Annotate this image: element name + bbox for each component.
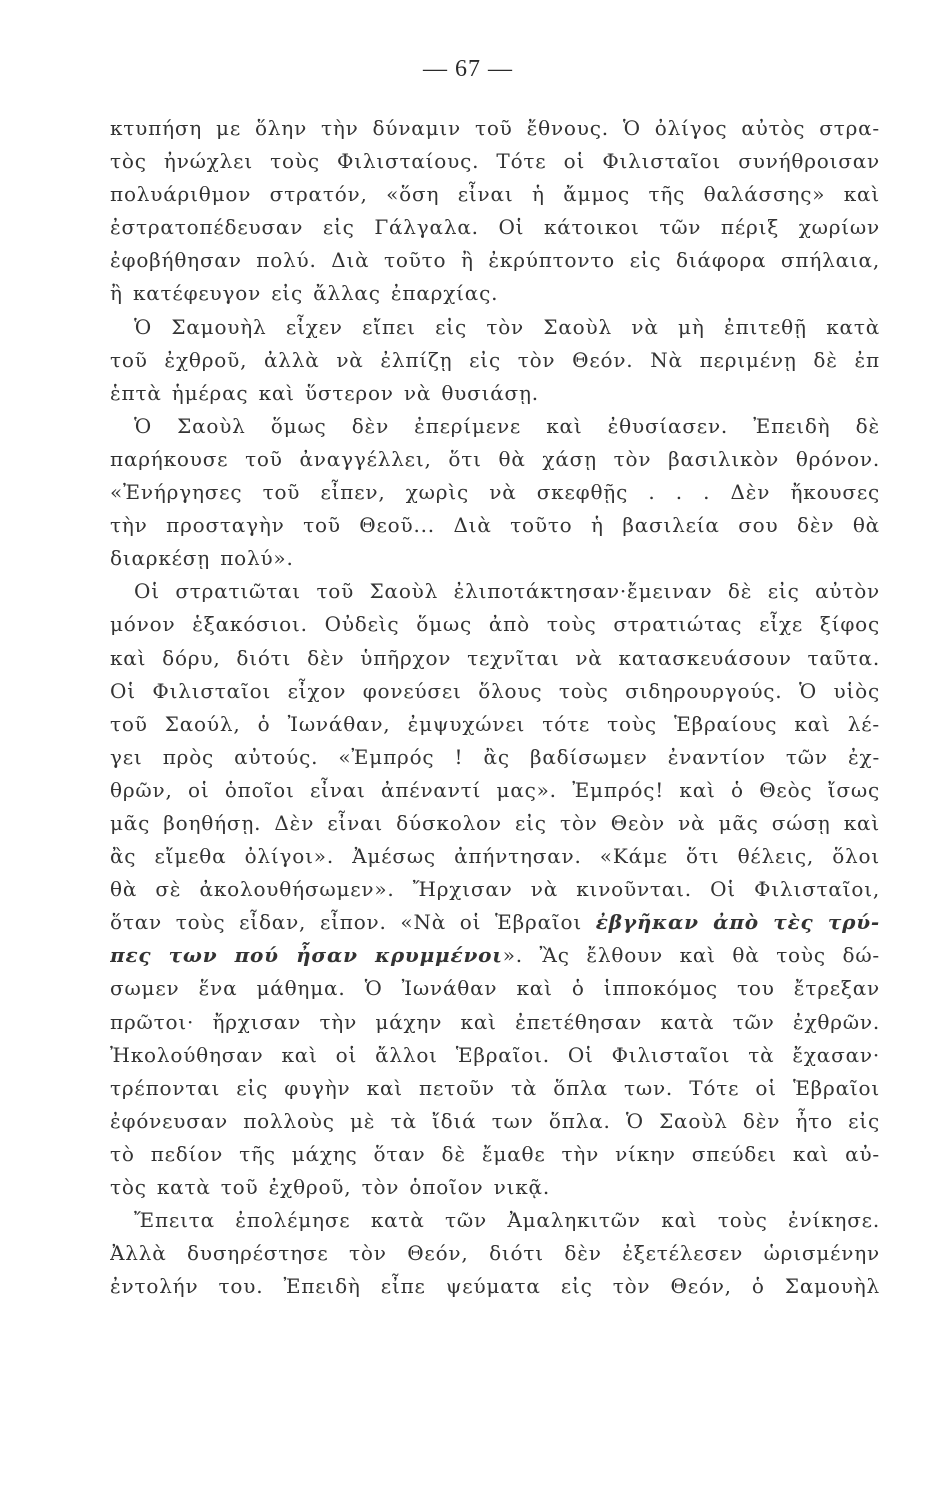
line-text: καὶ δόρυ, διότι δὲν ὑπῆρχον τεχνῖται νὰ κατασκευάσουν ταῦτα. (110, 645, 880, 670)
line-text: Ὁ Σαμουὴλ εἶχεν εἴπει εἰς τὸν Σαοὺλ νὰ μὴ ἐπιτεθῇ κατὰ (134, 314, 880, 339)
text-line (110, 575, 880, 608)
line-text: θὰ σὲ ἀκολουθήσωμεν». Ἤρχισαν νὰ κινοῦνται. Οἱ Φιλισταῖοι, (110, 877, 880, 902)
text-line (110, 741, 880, 774)
line-text: τὴν προσταγὴν τοῦ Θεοῦ... Διὰ τοῦτο ἡ βασιλεία σου δὲν θὰ (110, 513, 880, 538)
text-line (110, 244, 880, 277)
line-text: ». Ἂς ἔλθουν καὶ θὰ τοὺς δώ- (502, 943, 880, 968)
line-text: Οἱ στρατιῶται τοῦ Σαοὺλ ἐλιποτάκτησαν·ἔμειναν δὲ εἰς αὐτὸν (134, 579, 880, 604)
line-text: τοῦ Σαούλ, ὁ Ἰωνάθαν, ἐμψυχώνει τότε τοὺς Ἑβραίους καὶ λέ- (110, 711, 880, 736)
emphasized-text: πες των πού ἦσαν κρυμμένοι (110, 943, 503, 968)
text-line (110, 1006, 880, 1039)
line-text: μᾶς βοηθήσῃ. Δὲν εἶναι δύσκολον εἰς τὸν Θεὸν νὰ μᾶς σώσῃ καὶ (110, 810, 880, 835)
text-line (110, 906, 880, 939)
line-text: τὸς ἠνώχλει τοὺς Φιλισταίους. Τότε οἱ Φιλισταῖοι συνήθροισαν (110, 149, 880, 174)
line-text: πρῶτοι· ἤρχισαν τὴν μάχην καὶ ἐπετέθησαν κατὰ τῶν ἐχθρῶν. (110, 1009, 880, 1034)
text-line (110, 542, 880, 575)
line-text: τὸς κατὰ τοῦ ἐχθροῦ, τὸν ὁποῖον νικᾷ. (110, 1175, 550, 1199)
text-line (110, 112, 880, 145)
line-text: ἐφόνευσαν πολλοὺς μὲ τὰ ἴδιά των ὅπλα. Ὁ Σαοὺλ δὲν ἦτο εἰς (110, 1108, 880, 1133)
text-line (110, 377, 880, 410)
text-line (110, 774, 880, 807)
line-text: Ἔπειτα ἐπολέμησε κατὰ τῶν Ἀμαληκιτῶν καὶ τοὺς ἐνίκησε. (134, 1208, 880, 1233)
text-line (110, 145, 880, 178)
line-text: τὸ πεδίον τῆς μάχης ὅταν δὲ ἔμαθε τὴν νίκην σπεύδει καὶ αὐ- (110, 1141, 880, 1166)
text-line (110, 1138, 880, 1171)
text-line (110, 642, 880, 675)
line-text: Ἠκολούθησαν καὶ οἱ ἄλλοι Ἑβραῖοι. Οἱ Φιλισταῖοι τὰ ἔχασαν· (110, 1042, 880, 1067)
text-line (110, 410, 880, 443)
line-text: Ὁ Σαοὺλ ὅμως δὲν ἐπερίμενε καὶ ἐθυσίασεν. Ἐπειδὴ δὲ (134, 413, 880, 438)
text-line (110, 178, 880, 211)
line-text: θρῶν, οἱ ὁποῖοι εἶναι ἀπέναντί μας». Ἐμπρός! καὶ ὁ Θεὸς ἴσως (110, 777, 880, 802)
line-text: «Ἐνήργησες τοῦ εἶπεν, χωρὶς νὰ σκεφθῇς . . . Δὲν ἤκουσες (110, 480, 880, 505)
emphasized-text: ἐβγῆκαν ἀπὸ τὲς τρύ- (595, 910, 880, 935)
line-text: πολυάριθμον στρατόν, «ὅση εἶναι ἡ ἄμμος τῆς θαλάσσης» καὶ (110, 182, 880, 207)
line-text: ἢ κατέφευγον εἰς ἄλλας ἐπαρχίας. (110, 281, 499, 306)
line-text: ἑπτὰ ἡμέρας καὶ ὕστερον νὰ θυσιάσῃ. (110, 380, 539, 405)
line-text: γει πρὸς αὐτούς. «Ἐμπρός ! ἂς βαδίσωμεν ἐναντίον τῶν ἐχ- (110, 744, 880, 769)
text-line (110, 1270, 880, 1303)
body-text (110, 112, 880, 1303)
text-line (110, 277, 880, 310)
text-line (110, 972, 880, 1005)
line-text: Οἱ Φιλισταῖοι εἶχον φονεύσει ὅλους τοὺς σιδηρουργούς. Ὁ υἱὸς (110, 678, 880, 703)
line-text: τρέπονται εἰς φυγὴν καὶ πετοῦν τὰ ὅπλα των. Τότε οἱ Ἑβραῖοι (110, 1075, 880, 1100)
line-text: παρήκουσε τοῦ ἀναγγέλλει, ὅτι θὰ χάσῃ τὸν βασιλικὸν θρόνον. (110, 446, 880, 471)
text-line (110, 840, 880, 873)
text-line (110, 1072, 880, 1105)
text-line (110, 939, 880, 972)
text-line (110, 211, 880, 244)
text-line (110, 1171, 880, 1204)
line-text: ἐστρατοπέδευσαν εἰς Γάλγαλα. Οἱ κάτοικοι τῶν πέριξ χωρίων (110, 215, 880, 240)
text-line (110, 1105, 880, 1138)
line-text: διαρκέσῃ πολύ». (110, 546, 294, 571)
text-line (110, 311, 880, 344)
line-text: ἐντολήν του. Ἐπειδὴ εἶπε ψεύματα εἰς τὸν Θεόν, ὁ Σαμουὴλ (110, 1274, 880, 1299)
line-text: τοῦ ἐχθροῦ, ἀλλὰ νὰ ἐλπίζῃ εἰς τὸν Θεόν. Νὰ περιμένῃ δὲ ἐπ (110, 347, 880, 372)
text-line (110, 344, 880, 377)
text-line (110, 509, 880, 542)
line-text: κτυπήση με ὅλην τὴν δύναμιν τοῦ ἔθνους. Ὁ ὀλίγος αὐτὸς στρα- (110, 116, 880, 140)
line-text: ἐφοβήθησαν πολύ. Διὰ τοῦτο ἢ ἐκρύπτοντο εἰς διάφορα σπήλαια, (110, 248, 880, 273)
text-line (110, 873, 880, 906)
line-text: ἂς εἴμεθα ὀλίγοι». Ἀμέσως ἀπήντησαν. «Κάμε ὅτι θέλεις, ὅλοι (110, 844, 880, 869)
text-line (110, 1204, 880, 1237)
text-line (110, 675, 880, 708)
line-text: μόνον ἑξακόσιοι. Οὐδεὶς ὅμως ἀπὸ τοὺς στρατιώτας εἶχε ξίφος (110, 612, 880, 637)
text-line (110, 1237, 880, 1270)
line-text: σωμεν ἕνα μάθημα. Ὁ Ἰωνάθαν καὶ ὁ ἱπποκόμος του ἔτρεξαν (110, 976, 880, 1001)
page-number: — 67 — (423, 56, 513, 82)
text-line (110, 608, 880, 641)
text-line (110, 807, 880, 840)
text-line (110, 708, 880, 741)
text-line (110, 476, 880, 509)
text-line (110, 443, 880, 476)
line-text: Ἀλλὰ δυσηρέστησε τὸν Θεόν, διότι δὲν ἐξετέλεσεν ὡρισμένην (110, 1241, 880, 1266)
text-line (110, 1039, 880, 1072)
line-text: ὅταν τοὺς εἶδαν, εἶπον. «Νὰ οἱ Ἑβραῖοι (110, 910, 596, 935)
